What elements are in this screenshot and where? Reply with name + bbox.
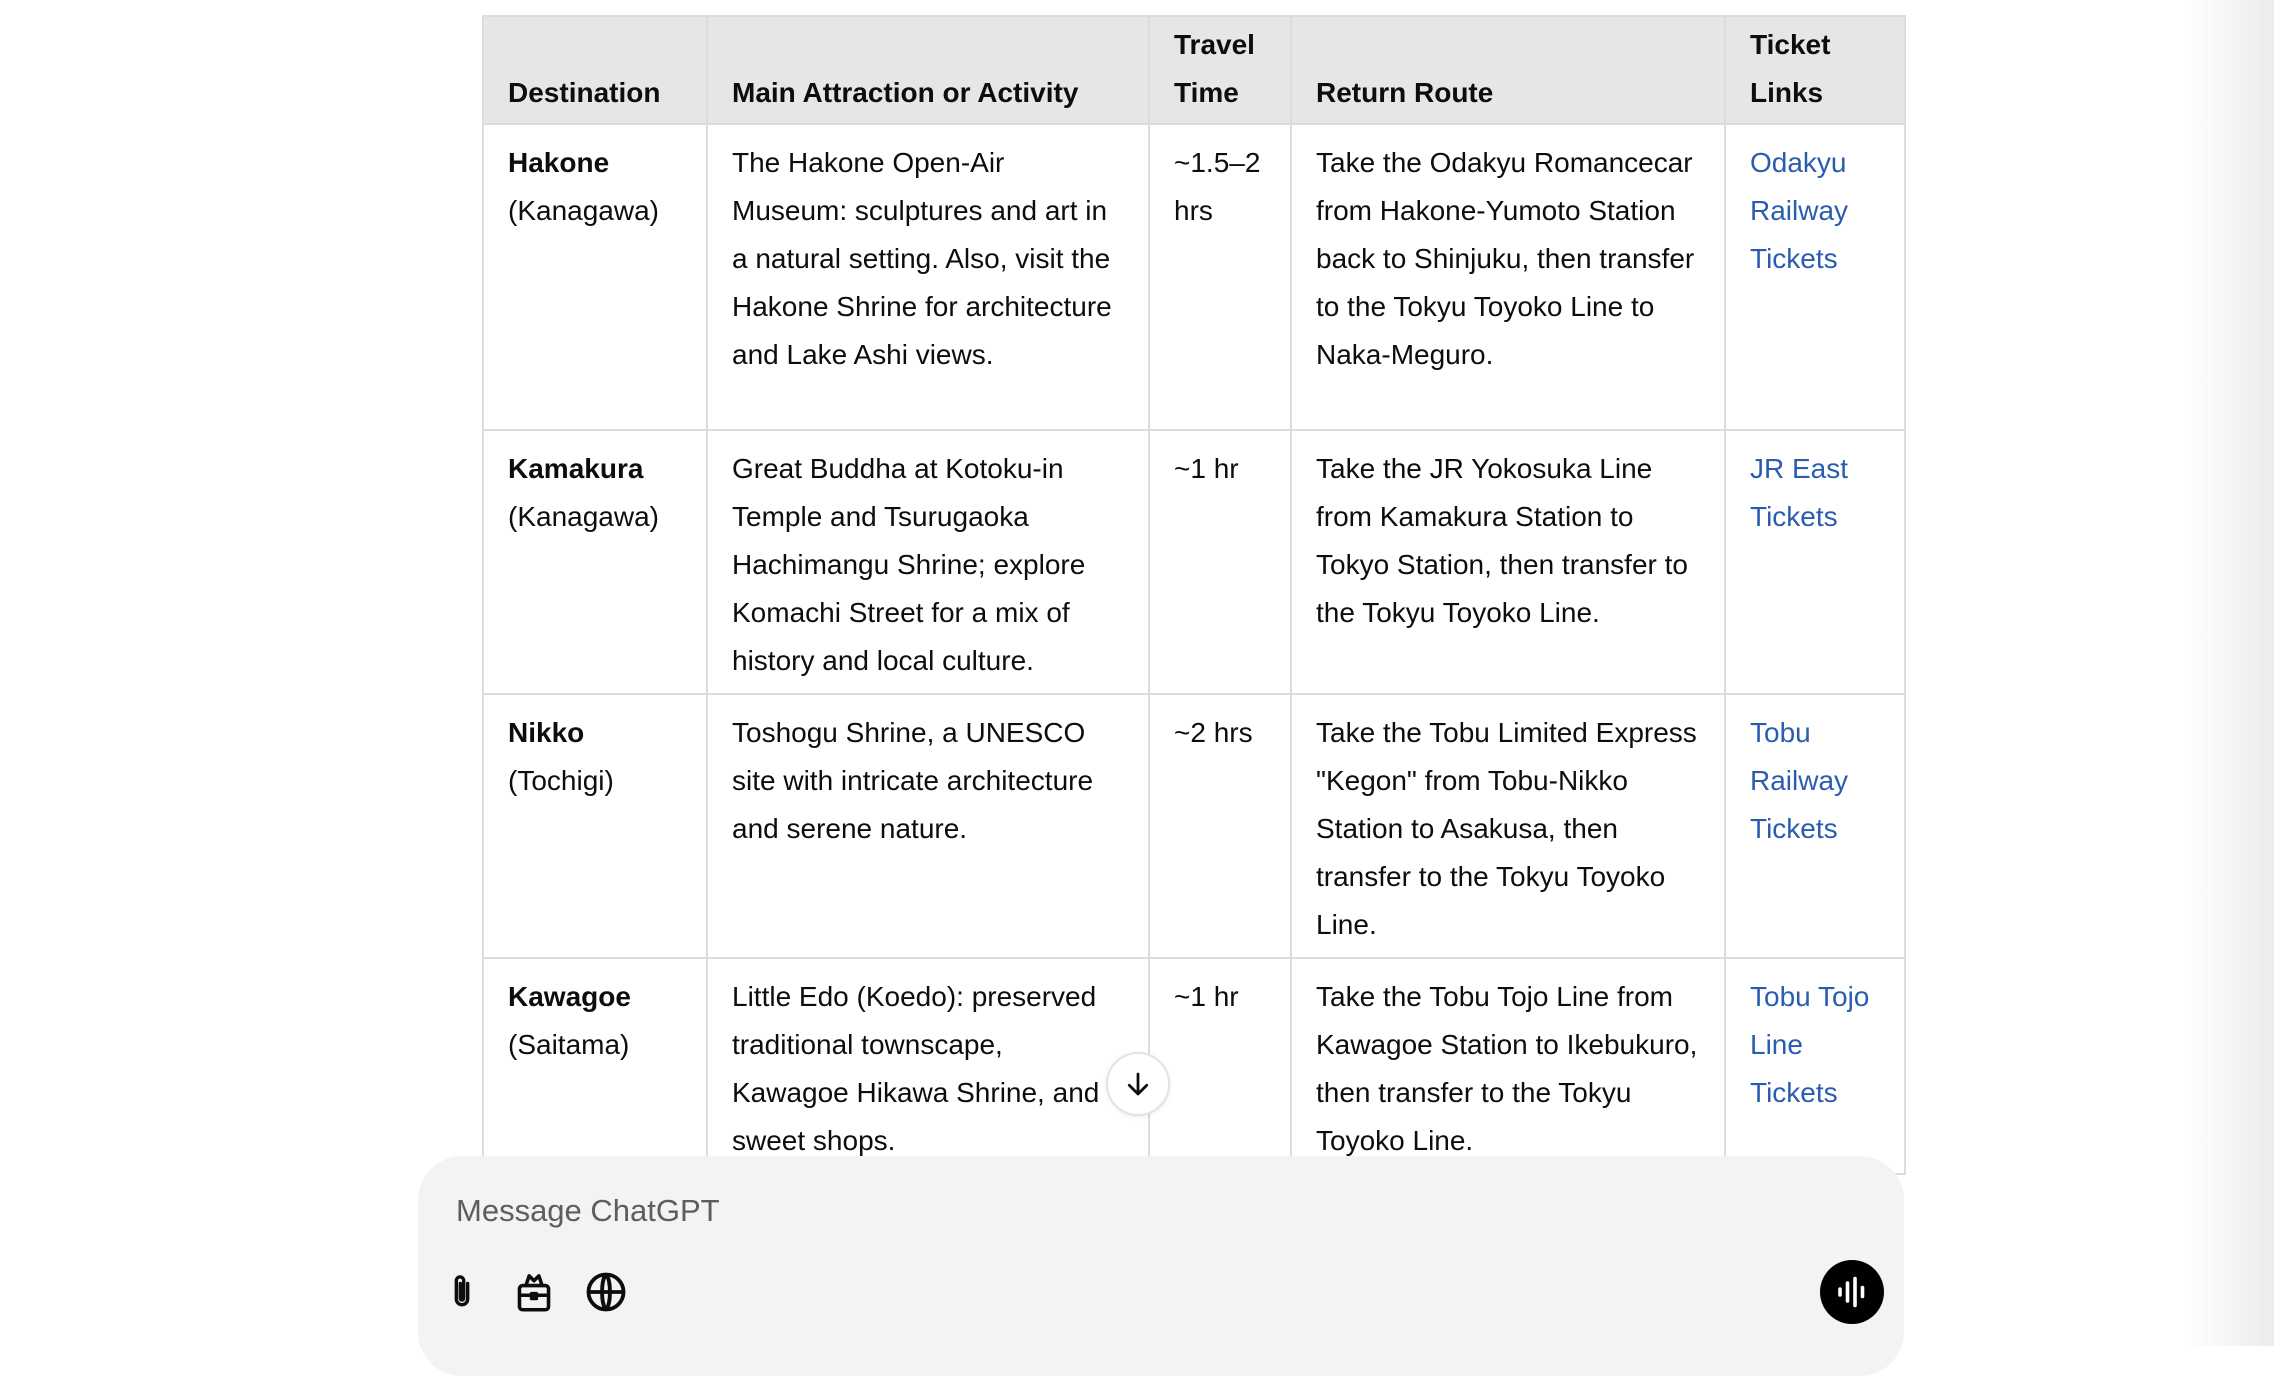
ticket-link-cell	[1725, 124, 1905, 430]
destination-name: Nikko	[508, 717, 585, 748]
globe-icon	[585, 1271, 627, 1313]
attach-button[interactable]	[438, 1268, 486, 1316]
header-destination: Destination	[483, 16, 707, 124]
destination-cell	[483, 694, 707, 958]
return-route-cell: Take the Tobu Tojo Line from Kawagoe Station to Ikebukuro, then transfer to the Tokyu Toyoko Line.	[1291, 958, 1725, 1174]
destination-cell	[483, 958, 707, 1174]
destination-region: (Tochigi)	[508, 765, 614, 796]
attraction-cell: Toshogu Shrine, a UNESCO site with intricate architecture and serene nature.	[707, 694, 1149, 958]
destinations-table	[482, 15, 1906, 1175]
destination-region: (Kanagawa)	[508, 501, 659, 532]
attraction-cell: The Hakone Open-Air Museum: sculptures and art in a natural setting. Also, visit the Hakone Shrine for architecture and Lake Ashi views.	[707, 124, 1149, 430]
table-row	[483, 958, 1905, 1174]
travel-time-cell: ~1 hr	[1149, 958, 1291, 1174]
toolbox-icon	[514, 1271, 554, 1313]
travel-time-cell: ~1 hr	[1149, 430, 1291, 694]
destination-name: Kamakura	[508, 453, 644, 484]
ticket-link[interactable]: Odakyu Railway Tickets	[1750, 147, 1849, 274]
ticket-link-cell	[1725, 694, 1905, 958]
destination-cell	[483, 124, 707, 430]
destination-region: (Kanagawa)	[508, 195, 659, 226]
table-row	[483, 430, 1905, 694]
ticket-link-cell	[1725, 430, 1905, 694]
header-return-route: Return Route	[1291, 16, 1725, 124]
scroll-to-bottom-button[interactable]	[1106, 1052, 1170, 1116]
tools-button[interactable]	[510, 1268, 558, 1316]
ticket-link-cell	[1725, 958, 1905, 1174]
destination-region: (Saitama)	[508, 1029, 630, 1060]
attraction-cell: Great Buddha at Kotoku-in Temple and Tsurugaoka Hachimangu Shrine; explore Komachi Street for a mix of history and local culture.	[707, 430, 1149, 694]
header-ticket-links: Ticket Links	[1725, 16, 1905, 124]
voice-mode-button[interactable]	[1820, 1260, 1884, 1324]
travel-time-cell: ~1.5–2 hrs	[1149, 124, 1291, 430]
voice-waveform-icon	[1834, 1274, 1870, 1310]
paperclip-icon	[445, 1272, 479, 1312]
table-row	[483, 694, 1905, 958]
travel-time-cell: ~2 hrs	[1149, 694, 1291, 958]
table-header-row	[483, 16, 1905, 124]
sidebar-shadow	[2184, 0, 2274, 1346]
destination-name: Hakone	[508, 147, 610, 178]
return-route-cell: Take the Odakyu Romancecar from Hakone-Yumoto Station back to Shinjuku, then transfer to the Tokyu Toyoko Line to Naka-Meguro.	[1291, 124, 1725, 430]
destination-cell	[483, 430, 707, 694]
attraction-cell: Little Edo (Koedo): preserved traditional townscape, Kawagoe Hikawa Shrine, and sweet shops.	[707, 958, 1149, 1174]
message-input[interactable]	[454, 1180, 1758, 1242]
ticket-link[interactable]: JR East Tickets	[1750, 453, 1849, 532]
arrow-down-icon	[1123, 1069, 1153, 1099]
table-row	[483, 124, 1905, 430]
message-composer	[418, 1156, 1904, 1376]
return-route-cell: Take the Tobu Limited Express "Kegon" from Tobu-Nikko Station to Asakusa, then transfer to the Tokyu Toyoko Line.	[1291, 694, 1725, 958]
ticket-link[interactable]: Tobu Tojo Line Tickets	[1750, 981, 1870, 1108]
ticket-link[interactable]: Tobu Railway Tickets	[1750, 717, 1849, 844]
header-travel-time: Travel Time	[1149, 16, 1291, 124]
destination-name: Kawagoe	[508, 981, 631, 1012]
header-attraction: Main Attraction or Activity	[707, 16, 1149, 124]
return-route-cell: Take the JR Yokosuka Line from Kamakura Station to Tokyo Station, then transfer to the Tokyu Toyoko Line.	[1291, 430, 1725, 694]
search-web-button[interactable]	[582, 1268, 630, 1316]
